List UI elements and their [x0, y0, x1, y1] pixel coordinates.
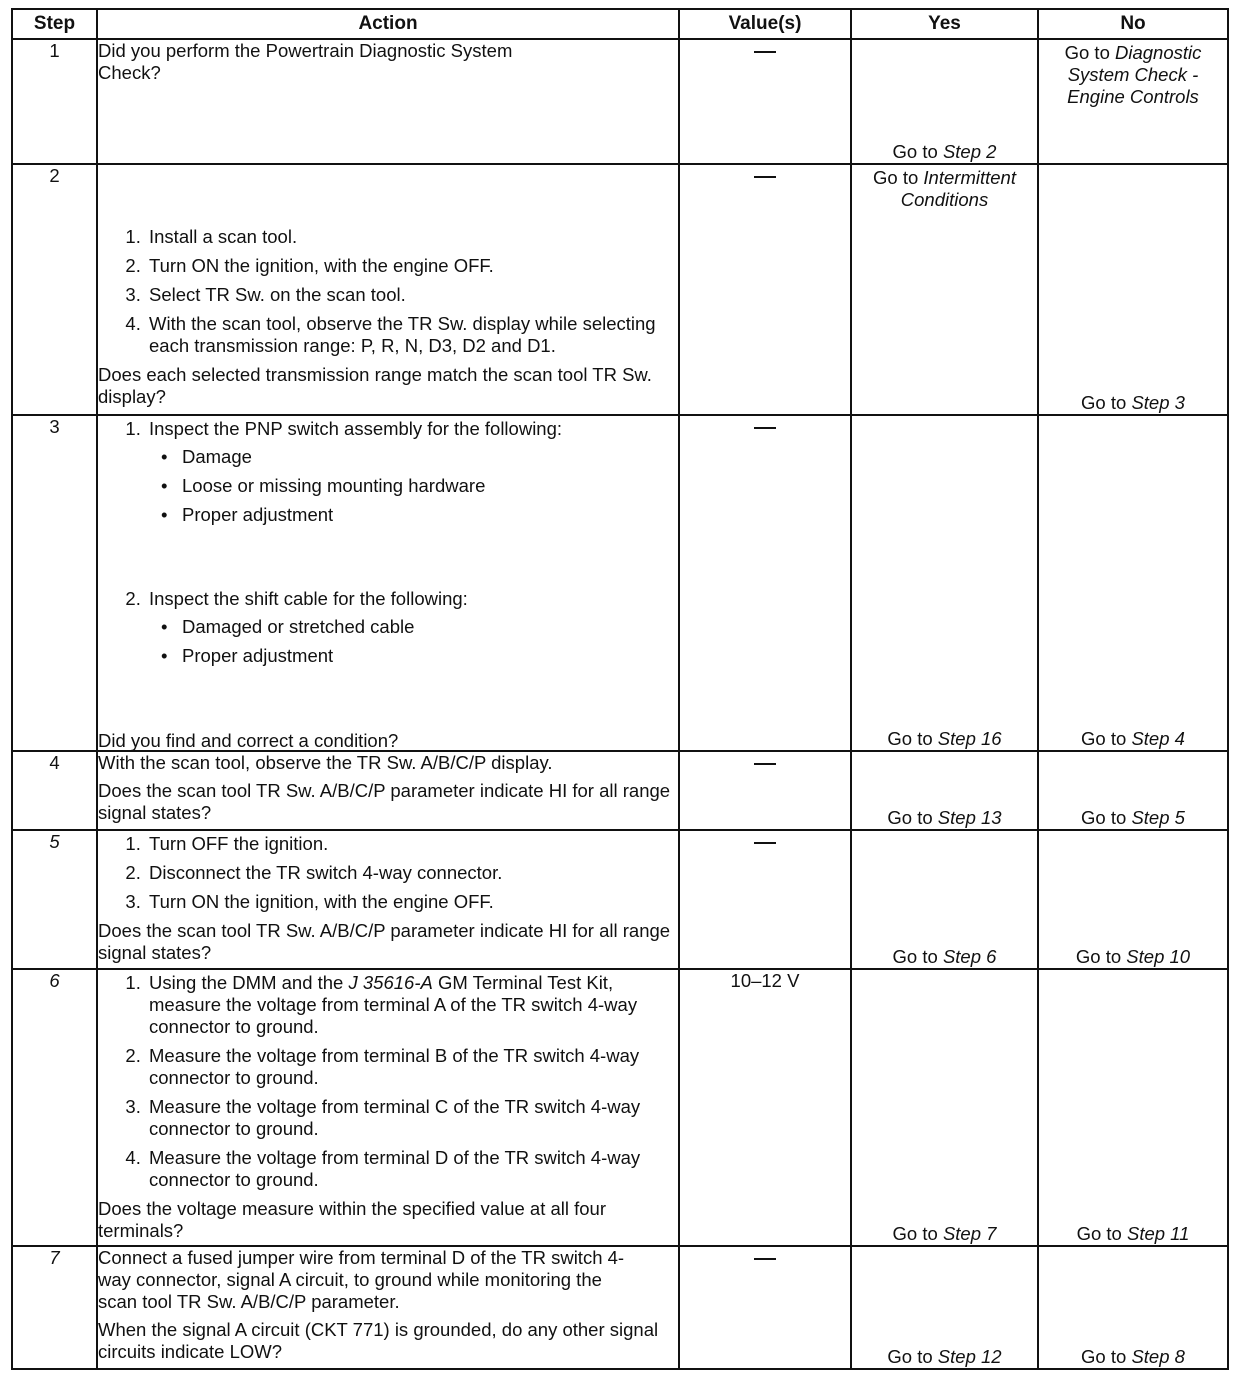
action-step: 2. Turn ON the ignition, with the engine OFF. [146, 255, 678, 277]
action-step: 1. Install a scan tool. [146, 226, 678, 248]
action-question: Did you perform the Powertrain Diagnostic System Check? [98, 40, 513, 83]
no-link[interactable]: Go to Step 11 [1076, 1222, 1190, 1244]
dash-mark [754, 842, 776, 844]
bullet-item: • Loose or missing mounting hardware [179, 475, 678, 497]
tool-reference: J 35616-A [348, 972, 433, 994]
yes-cell [851, 751, 1038, 830]
diagnostic-table [11, 8, 1229, 1370]
action-question: Did you find and correct a condition? [98, 729, 399, 751]
action-step: 2. Disconnect the TR switch 4-way connector. [146, 862, 678, 884]
action-step: 3. Turn ON the ignition, with the engine OFF. [146, 891, 678, 913]
action-cell [97, 969, 679, 1245]
header-step: Step [12, 9, 97, 39]
header-values: Value(s) [679, 9, 851, 39]
step-number: 1 [12, 39, 97, 164]
action-cell [97, 751, 679, 830]
step-number: 6 [12, 969, 97, 1245]
step-number: 4 [12, 751, 97, 830]
no-cell [1038, 39, 1228, 164]
no-cell [1038, 164, 1228, 414]
dash-mark [754, 763, 776, 765]
action-steps [98, 418, 678, 533]
no-cell [1038, 751, 1228, 830]
value-cell [679, 830, 851, 969]
no-link[interactable]: Go to Step 5 [1081, 807, 1185, 829]
bullet-list [149, 616, 678, 667]
step-number: 7 [12, 1246, 97, 1369]
yes-cell [851, 969, 1038, 1245]
bullet-item: • Proper adjustment [179, 645, 678, 667]
yes-link[interactable]: Go to Step 12 [887, 1346, 1002, 1367]
action-steps [98, 588, 678, 674]
yes-cell [851, 830, 1038, 969]
header-row [12, 9, 1228, 39]
table-row [12, 830, 1228, 969]
bullet-list [149, 446, 678, 526]
action-step: 1. Turn OFF the ignition. [146, 833, 678, 855]
action-question: When the signal A circuit (CKT 771) is grounded, do any other signal circuits indicate LOW? [98, 1318, 659, 1362]
no-link[interactable]: Go to Step 4 [1081, 728, 1185, 750]
step-number: 2 [12, 164, 97, 414]
action-steps [98, 833, 678, 913]
table-row [12, 1246, 1228, 1369]
action-cell [97, 164, 679, 414]
action-steps [98, 972, 678, 1191]
no-cell [1038, 415, 1228, 752]
yes-cell [851, 415, 1038, 752]
no-cell [1038, 969, 1228, 1245]
action-question: Does the voltage measure within the specified value at all four terminals? [98, 1198, 607, 1242]
dash-mark [754, 427, 776, 429]
value-cell [679, 164, 851, 414]
yes-link[interactable]: Go to Intermittent Conditions [873, 167, 1016, 211]
table-row [12, 415, 1228, 752]
value-cell [679, 39, 851, 164]
yes-link[interactable]: Go to Step 16 [887, 728, 1002, 750]
action-cell [97, 39, 679, 164]
action-step: 4. With the scan tool, observe the TR Sw. display while selecting each transmission range: P, R, N, D3, D2 and D1. [146, 313, 678, 357]
header-no: No [1038, 9, 1228, 39]
step-number: 5 [12, 830, 97, 969]
action-cell [97, 1246, 679, 1369]
action-instruction: Connect a fused jumper wire from terminal D of the TR switch 4-way connector, signal A circuit, to ground while monitoring the scan tool TR Sw. A/B/C/P parameter. [98, 1246, 625, 1312]
value-cell [679, 751, 851, 830]
yes-link[interactable]: Go to Step 13 [887, 807, 1002, 829]
header-action: Action [97, 9, 679, 39]
dash-mark [754, 51, 776, 53]
value-cell: 10–12 V [679, 969, 851, 1245]
yes-link[interactable]: Go to Step 7 [892, 1222, 997, 1244]
value-cell [679, 415, 851, 752]
action-step: 2. Measure the voltage from terminal B of the TR switch 4-way connector to ground. [146, 1045, 678, 1089]
action-question: Does the scan tool TR Sw. A/B/C/P parameter indicate HI for all range signal states? [98, 920, 671, 964]
action-cell [97, 830, 679, 969]
yes-cell [851, 164, 1038, 414]
action-step: 3. Select TR Sw. on the scan tool. [146, 284, 678, 306]
header-yes: Yes [851, 9, 1038, 39]
action-step: 2. Inspect the shift cable for the following: • Damaged or stretched cable • Proper adjustment [146, 588, 678, 667]
value-cell [679, 1246, 851, 1369]
yes-link[interactable]: Go to Step 6 [892, 946, 997, 968]
table-row [12, 39, 1228, 164]
no-link[interactable]: Go to Step 10 [1075, 946, 1191, 968]
step-number: 3 [12, 415, 97, 752]
bullet-item: • Damage [179, 446, 678, 468]
table-row [12, 969, 1228, 1245]
action-step: 1. Using the DMM and the J 35616-A GM Terminal Test Kit, measure the voltage from terminal A of the TR switch 4-way connector to ground. [146, 972, 678, 1038]
bullet-item: • Proper adjustment [179, 504, 678, 526]
dash-mark [754, 176, 776, 178]
table-row [12, 751, 1228, 830]
table-row [12, 164, 1228, 414]
yes-cell [851, 39, 1038, 164]
action-question: Does each selected transmission range match the scan tool TR Sw. display? [98, 363, 652, 407]
action-instruction: With the scan tool, observe the TR Sw. A/B/C/P display. [98, 752, 553, 774]
no-link[interactable]: Go to Diagnostic System Check - Engine Controls [1064, 42, 1202, 107]
action-step: 3. Measure the voltage from terminal C of the TR switch 4-way connector to ground. [146, 1096, 678, 1140]
no-cell [1038, 830, 1228, 969]
yes-link[interactable]: Go to Step 2 [892, 141, 997, 163]
action-step: 1. Inspect the PNP switch assembly for the following: • Damage • Loose or missing mounting hardware • Proper adjustment [146, 418, 678, 526]
no-link[interactable]: Go to Step 8 [1081, 1346, 1185, 1367]
yes-cell [851, 1246, 1038, 1369]
action-question: Does the scan tool TR Sw. A/B/C/P parameter indicate HI for all range signal states? [98, 780, 671, 824]
action-steps [98, 226, 678, 357]
no-link[interactable]: Go to Step 3 [1081, 391, 1185, 413]
no-cell [1038, 1246, 1228, 1369]
action-step: 4. Measure the voltage from terminal D of the TR switch 4-way connector to ground. [146, 1147, 678, 1191]
bullet-item: • Damaged or stretched cable [179, 616, 678, 638]
action-cell [97, 415, 679, 752]
dash-mark [754, 1258, 776, 1260]
